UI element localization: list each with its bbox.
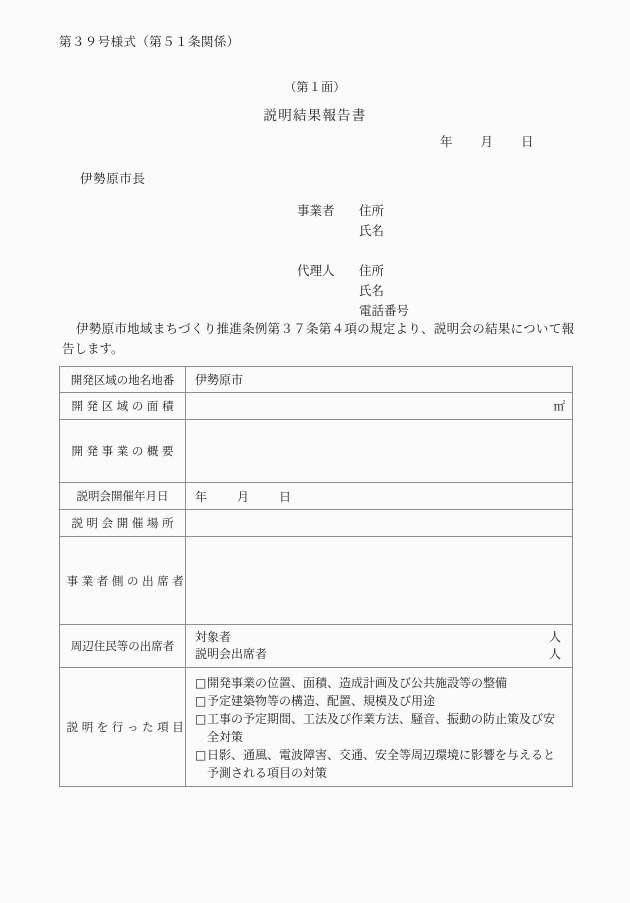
- checklist-item-label: 日影、通風、電波障害、交通、安全等周辺環境に影響を与えると予測される項目の対策: [207, 748, 556, 780]
- party-field-phone: 電話番号: [359, 303, 410, 318]
- row-value-resident-attendees[interactable]: [186, 625, 573, 668]
- table-row: [60, 625, 573, 668]
- page-face-label: （第１面）: [284, 80, 346, 94]
- addressee: 伊勢原市長: [80, 171, 146, 186]
- checklist-item[interactable]: [195, 674, 563, 692]
- meeting-date-month: 月: [237, 489, 250, 504]
- checklist-item-label: 予定建築物等の構造、配置、規模及び用途: [207, 694, 436, 708]
- checklist-item-label: 開発事業の位置、面積、造成計画及び公共施設等の整備: [207, 676, 508, 690]
- checklist-item-label: 工事の予定期間、工法及び作業方法、騒音、振動の防止策及び安全対策: [207, 712, 556, 744]
- label-text: 説明会開催年月日: [76, 489, 169, 503]
- row-value-meeting-date[interactable]: [186, 483, 573, 510]
- table-row: [60, 420, 573, 483]
- row-label-meeting-date: [60, 483, 186, 510]
- label-text: 開発区域の面積: [71, 399, 178, 413]
- table-row: [60, 367, 573, 393]
- row-label-location: [60, 367, 186, 393]
- checklist-item[interactable]: [195, 710, 563, 746]
- party-field-name: 氏名: [359, 223, 385, 238]
- label-text: 開発区域の地名地番: [70, 372, 175, 387]
- area-unit: ㎡: [553, 399, 565, 413]
- page-title: 説明結果報告書: [263, 108, 367, 124]
- attendee-label: 対象者: [195, 630, 232, 644]
- explained-items-checklist: [195, 672, 563, 782]
- attendee-label: 説明会出席者: [195, 647, 268, 661]
- attendee-row-target: [195, 629, 563, 646]
- row-label-operator-attendees: [60, 537, 186, 625]
- party-fields: [359, 261, 409, 321]
- header-date-day: 日: [521, 134, 534, 149]
- table-row: [60, 537, 573, 625]
- checkbox-icon[interactable]: □: [195, 694, 207, 708]
- row-value-project-outline[interactable]: [186, 420, 573, 483]
- row-label-explained-items: [60, 668, 186, 787]
- checklist-item[interactable]: [195, 746, 563, 782]
- party-field-address: 住所: [359, 203, 385, 218]
- form-number: 第３９号様式（第５１条関係）: [59, 34, 240, 49]
- label-text: 説明会開催場所: [71, 516, 178, 530]
- party-field-name: 氏名: [359, 283, 385, 298]
- party-fields: [359, 201, 409, 241]
- table-row: [60, 393, 573, 420]
- value-text: 伊勢原市: [195, 373, 244, 387]
- row-label-meeting-place: [60, 510, 186, 537]
- row-label-area: [60, 393, 186, 420]
- party-agent: [297, 261, 409, 321]
- row-label-project-outline: [60, 420, 186, 483]
- report-table: [59, 366, 573, 787]
- attendee-unit: 人: [548, 647, 561, 661]
- party-field-address: 住所: [359, 263, 385, 278]
- label-text: 説明を行った項目: [66, 720, 188, 734]
- row-label-resident-attendees: [60, 625, 186, 668]
- row-value-operator-attendees[interactable]: [186, 537, 573, 625]
- attendee-counts: [195, 629, 563, 663]
- header-date-month: 月: [480, 134, 494, 149]
- label-text: 周辺住民等の出席者: [70, 639, 175, 653]
- row-value-area[interactable]: [186, 393, 573, 420]
- row-value-explained-items[interactable]: [186, 668, 573, 787]
- checklist-item[interactable]: [195, 692, 563, 710]
- table-row: [60, 668, 573, 787]
- meeting-date-day: 日: [279, 489, 292, 504]
- attendee-row-participants: [195, 646, 563, 663]
- meeting-date-year: 年: [195, 489, 208, 504]
- table-row: [60, 510, 573, 537]
- party-label: 事業者: [297, 203, 335, 218]
- party-block: [297, 201, 409, 321]
- attendee-unit: 人: [548, 630, 561, 644]
- row-value-meeting-place[interactable]: [186, 510, 573, 537]
- checkbox-icon[interactable]: □: [195, 748, 207, 762]
- party-business-operator: [297, 201, 409, 241]
- party-label: 代理人: [297, 263, 335, 278]
- header-date-year: 年: [440, 134, 453, 149]
- header-date-line: [440, 132, 534, 150]
- body-paragraph: 伊勢原市地域まちづくり推進条例第３７条第４項の規定より、説明会の結果について報告します。: [62, 321, 574, 356]
- checkbox-icon[interactable]: □: [195, 712, 207, 726]
- row-value-location[interactable]: [186, 367, 573, 393]
- label-text: 開発事業の概要: [71, 444, 178, 458]
- label-text: 事業者側の出席者: [66, 573, 188, 588]
- table-row: [60, 483, 573, 510]
- checkbox-icon[interactable]: □: [195, 676, 207, 690]
